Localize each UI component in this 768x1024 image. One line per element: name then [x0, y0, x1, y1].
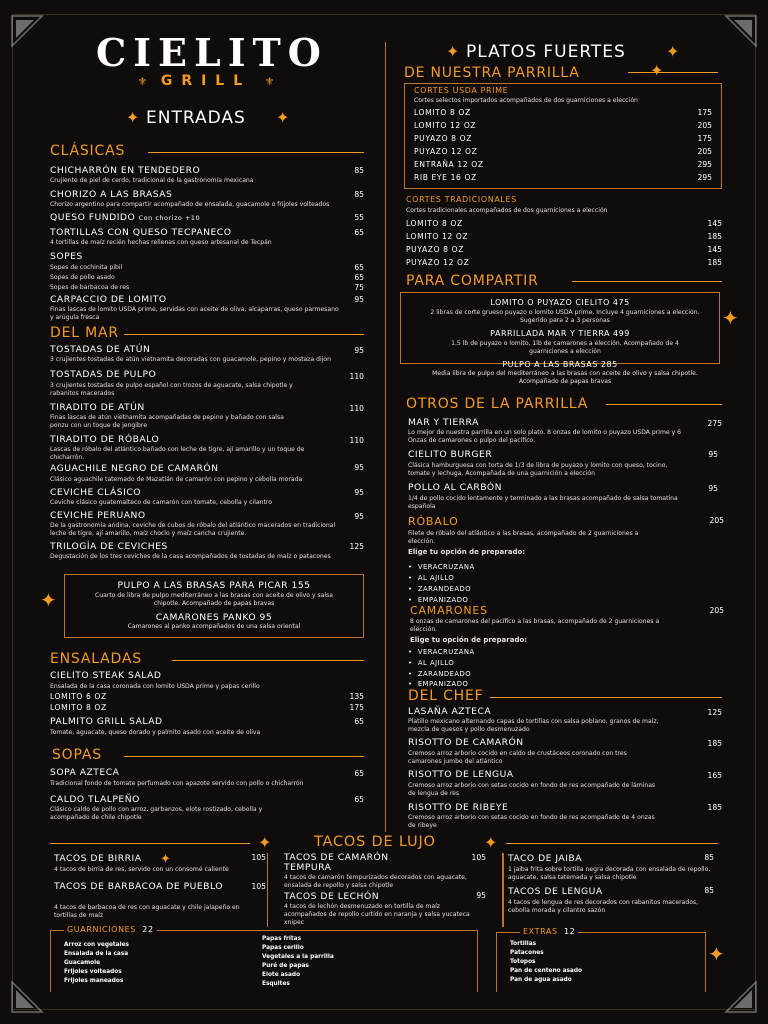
- parrilla-title: DE NUESTRA PARRILLA: [404, 65, 580, 81]
- prime-row-name: ENTRAÑA 12 OZ: [414, 160, 484, 169]
- prime-row-price: 175: [697, 108, 712, 117]
- robalo-prompt: Elige tu opción de preparado:: [408, 548, 526, 556]
- item-desc: Clásico aguachile tatemado de Mazatlán de camarón con pepino y cebolla morada: [50, 476, 303, 483]
- compartir-item: [400, 360, 720, 369]
- item-name: TOSTADAS DE PULPO: [50, 369, 157, 380]
- robalo-option: • AL AJILLO: [408, 574, 455, 582]
- item-desc: Finas lascas de lomito USDA prime, servidas con aceite de oliva, alcaparras, queso parmesano y arúgula fresca: [50, 306, 339, 321]
- guarnicion-item: Vegetales a la parrilla: [262, 953, 334, 960]
- taco-desc: 1 jaiba frita sobre tortilla negra decorada con ensalada de repollo, aguacate, salsa tatemada y salsa chipotle: [508, 866, 711, 881]
- item-price: 125: [349, 542, 364, 551]
- camarones-title: CAMARONES: [410, 604, 488, 617]
- item-desc: Tomate, aguacate, queso dorado y palmito asado con aceite de oliva: [50, 729, 261, 736]
- taco-desc: 4 tacos de lechón desmenuzado en tortilla de maíz acompañados de repollo curtido en naranja y salsa yucateca xnipec: [284, 903, 470, 926]
- camarones-desc: 8 onzas de camarones del pacífico a las brasas, acompañado de 2 guarniciones a elección.: [410, 618, 660, 633]
- section-line: [506, 843, 718, 844]
- pulpo-title: [64, 580, 364, 591]
- item-price: 95: [354, 512, 364, 521]
- item-desc: Cremoso arroz arborio cocido en caldo de crustáceos coronado con tres camarones jumbo del atlántico: [408, 750, 627, 765]
- prime-row-price: 175: [697, 134, 712, 143]
- taco-name: TACOS DE BIRRIA: [54, 853, 142, 864]
- compartir-desc: Media libra de pulpo del mediterráneo a las brasas con aceite de olivo y salsa chipotle. Acompañado de papas bravas: [432, 370, 698, 385]
- item-name: LOMITO 6 OZ: [50, 692, 107, 701]
- camarones-option: • AL AJILLO: [408, 659, 455, 667]
- extras-list: [510, 940, 582, 985]
- item-desc: 3 crujientes tostadas de pulpo español con trozos de aguacate, salsa chipotle y rabanitos macerados: [50, 382, 293, 397]
- guarnicion-item: Elote asado: [262, 971, 301, 978]
- item-price: 95: [354, 295, 364, 304]
- item-price: 85: [354, 166, 364, 175]
- item-desc: Cremoso arroz arborio con setas cocido en fondo de res acompañado de 4 onzas de ribeye: [408, 814, 655, 829]
- item-name: PALMITO GRILL SALAD: [50, 716, 163, 727]
- extra-item: Tortillas: [510, 941, 537, 947]
- sparkle-icon: ✦: [650, 61, 664, 80]
- item-desc: 4 tortillas de maíz recién hechas rellenas con queso artesanal de Tecpán: [50, 239, 272, 246]
- section-line: [606, 404, 722, 405]
- compartir-item: [400, 298, 720, 307]
- entradas-title: ENTRADAS: [146, 108, 246, 128]
- tacos-title: TACOS DE LUJO: [314, 834, 436, 850]
- clasicas-title: CLÁSICAS: [50, 143, 126, 159]
- taco-price: 85: [704, 886, 714, 895]
- item-name: TOSTADAS DE ATÚN: [50, 344, 151, 355]
- logo-sub-text: GRILL: [160, 73, 252, 89]
- panko-title: [64, 612, 364, 623]
- compartir-name: PARRILLADA MAR Y TIERRA: [490, 329, 610, 338]
- item-name: CHORIZO A LAS BRASAS: [50, 189, 173, 200]
- trad-desc: Cortes tradicionales acompañados de dos guarniciones a elección: [406, 207, 608, 214]
- guarnicion-item: Frijoles volteados: [64, 968, 122, 975]
- prime-row-price: 295: [697, 173, 712, 182]
- item-name: TIRADITO DE ATÚN: [50, 402, 145, 413]
- logo-sub: [96, 73, 316, 89]
- option-label: AL AJILLO: [417, 659, 455, 667]
- prime-row-price: 205: [697, 147, 712, 156]
- item-desc: Sopes de pollo asado: [50, 274, 115, 281]
- section-line: [50, 843, 250, 844]
- item-price: 95: [354, 488, 364, 497]
- guarniciones-price: 22: [142, 925, 154, 934]
- item-name: RISOTTO DE LENGUA: [408, 769, 514, 780]
- option-label: AL AJILLO: [417, 574, 455, 582]
- guarnicion-item: Arroz con vegetales: [64, 942, 129, 948]
- robalo-option: • VERACRUZANA: [408, 563, 475, 571]
- item-name: POLLO AL CARBÓN: [408, 482, 502, 493]
- item-name: LOMITO 8 OZ: [50, 703, 107, 712]
- item-price: 65: [354, 228, 364, 237]
- extras-price: 12: [563, 927, 576, 936]
- taco-desc: 4 tacos de lengua de res decorados con rabanitos macerados, cebolla morada y cilantro sazón: [508, 899, 699, 914]
- extras-title: [520, 927, 578, 936]
- item-price: 110: [349, 404, 364, 413]
- item-desc: Chorizo argentino para compartir acompañado de ensalada, guacamole o frijoles volteados: [50, 201, 330, 208]
- option-label: VERACRUZANA: [417, 648, 475, 656]
- trad-row-name: LOMITO 12 OZ: [406, 232, 469, 241]
- item-desc: Ceviche clásico guatemalteco de camarón con tomate, cebolla y cilantro: [50, 499, 272, 506]
- item-name: [50, 212, 200, 223]
- item-price: 65: [354, 263, 364, 272]
- robalo-title: RÓBALO: [408, 515, 459, 528]
- compartir-price: 285: [600, 360, 618, 369]
- item-price: 175: [349, 703, 364, 712]
- sparkle-icon: ✦: [484, 833, 498, 852]
- section-line: [628, 72, 718, 73]
- item-price: 65: [354, 717, 364, 726]
- extra-item: Pan de centeno asado: [510, 967, 582, 974]
- item-extra: Con chorizo +10: [138, 214, 201, 222]
- trad-row-name: LOMITO 8 OZ: [406, 219, 463, 228]
- taco-price: 105: [251, 882, 266, 891]
- item-price: 125: [707, 708, 722, 717]
- item-desc: Sopes de cochinita pibil: [50, 264, 123, 271]
- taco-name: TACOS DE CAMARÓN TEMPURA: [284, 852, 389, 874]
- item-desc: Ensalada de la casa coronada con lomito USDA prime y papas cerillo: [50, 683, 260, 690]
- camarones-price: 205: [709, 606, 724, 615]
- item-name: RISOTTO DE CAMARÓN: [408, 737, 524, 748]
- guarniciones-list: [64, 941, 129, 986]
- item-desc: Finas lascas de atún vietnamita acompañadas de pepino y bañado con salsa ponzu con un toque de jengibre: [50, 414, 284, 429]
- item-desc: Crujiente de piel de cerdo, tradicional de la gastronomía mexicana: [50, 177, 254, 184]
- prime-title: CORTES USDA PRIME: [414, 86, 509, 95]
- section-line: [572, 281, 722, 282]
- item-price: 65: [354, 795, 364, 804]
- item-name-text: QUESO FUNDIDO: [50, 212, 136, 223]
- item-price: 95: [708, 484, 718, 493]
- guarnicion-item: Papas cerillo: [262, 944, 304, 951]
- column-divider: [385, 42, 386, 832]
- corner-ornament-icon: [10, 980, 44, 1014]
- item-price: 95: [354, 463, 364, 472]
- option-label: EMPANIZADO: [417, 596, 469, 604]
- trad-row-price: 185: [707, 232, 722, 241]
- item-name: TIRADITO DE RÓBALO: [50, 434, 160, 445]
- item-desc: Lo mejor de nuestra parrilla en un solo plato. 8 onzas de lomito o puyazo USDA prime y 6 Onzas de camarones o pulpo del pacífico.: [408, 429, 682, 444]
- item-desc: De la gastronomía andina, ceviche de cubos de róbalo del atlántico macerados en tradicional leche de tigre, ají amarillo, maíz choclo y maíz cancha crujiente.: [50, 522, 336, 537]
- item-price: 55: [354, 213, 364, 222]
- compartir-name: LOMITO O PUYAZO CIELITO: [490, 298, 610, 307]
- item-price: 165: [707, 771, 722, 780]
- item-price: 110: [349, 372, 364, 381]
- compartir-desc: 2 libras de corte grueso puyazo o lomito USDA prime. Incluye 4 guarniciones a elección. Sugerido para 2 a 3 personas: [430, 309, 700, 324]
- section-line: [172, 660, 364, 661]
- sparkle-icon: ✦: [40, 588, 57, 612]
- taco-price: 85: [704, 853, 714, 862]
- extra-item: Patacones: [510, 949, 544, 956]
- sparkle-icon: ✦: [126, 108, 140, 127]
- chef-title: DEL CHEF: [408, 688, 484, 704]
- guarnicion-item: Guacamole: [64, 959, 101, 966]
- item-desc: Sopes de barbacoa de res: [50, 284, 130, 291]
- trad-row-name: PUYAZO 12 OZ: [406, 258, 470, 267]
- taco-price: 105: [471, 853, 486, 862]
- item-price: 65: [354, 769, 364, 778]
- prime-row-price: 205: [697, 121, 712, 130]
- sparkle-icon: ✦: [708, 942, 725, 966]
- section-line: [124, 334, 364, 335]
- robalo-option: • ZARANDEADO: [408, 585, 472, 593]
- robalo-option: • EMPANIZADO: [408, 596, 469, 604]
- item-name: CEVICHE CLÁSICO: [50, 487, 141, 498]
- item-name: CEVICHE PERUANO: [50, 510, 146, 521]
- item-desc: Lascas de róbalo del atlántico bañado con leche de tigre, ají amarillo y un toque de chicharrón.: [50, 446, 305, 461]
- sparkle-icon: ✦: [446, 42, 460, 61]
- pulpo-desc: Cuarto de libra de pulpo mediterráneo a las brasas con aceite de olivo y salsa chipotle. Acompañado de papas bravas: [94, 592, 334, 607]
- trad-row-price: 145: [707, 245, 722, 254]
- guarnicion-item: Puré de papas: [262, 962, 309, 969]
- item-desc: Platillo mexicano alternando capas de tortillas con salsa poblano, granos de maíz, mezcla de quesos y pollo desmenuzado: [408, 718, 659, 733]
- compartir-item: [400, 329, 720, 338]
- prime-row-name: RIB EYE 16 OZ: [414, 173, 477, 182]
- logo-name: CIELITO: [96, 30, 328, 75]
- item-price: 110: [349, 436, 364, 445]
- ensaladas-title: ENSALADAS: [50, 651, 142, 667]
- sparkle-icon: ✦: [666, 42, 680, 61]
- corner-ornament-icon: [724, 14, 758, 48]
- panko-price: 95: [259, 612, 273, 623]
- taco-desc: 4 tacos de camarón tempurizados decorados con aguacate, ensalada de repollo y salsa chipotle: [284, 874, 467, 889]
- compartir-price: 499: [613, 329, 630, 338]
- guarnicion-item: Frijoles maneados: [64, 977, 124, 984]
- item-name: CIELITO STEAK SALAD: [50, 670, 162, 681]
- taco-price: 105: [251, 853, 266, 862]
- prime-row-name: LOMITO 12 OZ: [414, 121, 477, 130]
- item-name: SOPA AZTECA: [50, 767, 120, 778]
- item-name: SOPES: [50, 251, 83, 262]
- item-name: TRILOGÍA DE CEVICHES: [50, 541, 168, 552]
- item-desc: Degustación de los tres ceviches de la casa acompañados de tostadas de maíz o patacones: [50, 553, 331, 560]
- logo: [96, 30, 328, 89]
- camarones-option: • VERACRUZANA: [408, 648, 475, 656]
- trad-title: CORTES TRADICIONALES: [406, 195, 517, 204]
- item-price: 185: [707, 739, 722, 748]
- item-desc: Clásica hamburguesa con torta de 1/3 de libra de puyazo y lomito con queso, tocino, tomate y lechuga. Acompañada de una guarnición a elección: [408, 462, 668, 477]
- item-desc: Tradicional fondo de tomate perfumado con apazote servido con pollo o chicharrón: [50, 780, 304, 787]
- taco-desc: 4 tacos de birria de res, servido con un consomé caliente: [54, 866, 229, 873]
- taco-desc: 4 tacos de barbacoa de res con aguacate y chile jalapeño en tortillas de maíz: [54, 904, 240, 919]
- prime-row-price: 295: [697, 160, 712, 169]
- prime-row-name: PUYAZO 12 OZ: [414, 147, 478, 156]
- guarniciones-title: [64, 925, 157, 934]
- sopas-title: SOPAS: [52, 747, 102, 763]
- section-line: [148, 152, 364, 153]
- trad-row-price: 145: [707, 219, 722, 228]
- guarnicion-item: Ensalada de la casa: [64, 950, 129, 957]
- taco-price: 95: [476, 891, 486, 900]
- sparkle-icon: ✦: [276, 108, 290, 127]
- fleur-icon: ⚜: [264, 75, 275, 88]
- corner-ornament-icon: [724, 980, 758, 1014]
- robalo-desc: Filete de róbalo del atlántico a las brasas, acompañado de 2 guarniciones a elección.: [408, 530, 639, 545]
- taco-name: TACOS DE BARBACOA DE PUEBLO: [54, 881, 224, 892]
- option-label: ZARANDEADO: [417, 585, 472, 593]
- option-label: EMPANIZADO: [417, 680, 469, 688]
- otros-title: OTROS DE LA PARRILLA: [406, 396, 589, 412]
- option-label: ZARANDEADO: [417, 670, 472, 678]
- section-line: [124, 756, 364, 757]
- prime-row-name: PUYAZO 8 OZ: [414, 134, 472, 143]
- item-price: 75: [354, 283, 364, 292]
- item-name: TORTILLAS CON QUESO TECPANECO: [50, 227, 232, 238]
- trad-row-price: 185: [707, 258, 722, 267]
- extra-item: Pan de agua asado: [510, 976, 572, 983]
- guarnicion-item: Papas fritas: [262, 936, 302, 942]
- taco-name: TACOS DE LECHÓN: [284, 891, 380, 902]
- item-price: 85: [354, 190, 364, 199]
- item-price: 95: [708, 450, 718, 459]
- prime-desc: Cortes selectos importados acompañados de dos guarniciones a elección: [414, 97, 638, 104]
- pulpo-price: 155: [291, 580, 311, 591]
- section-line: [490, 697, 722, 698]
- compartir-name: PULPO A LAS BRASAS: [502, 360, 598, 369]
- extras-title-text: EXTRAS: [523, 927, 558, 936]
- robalo-price: 205: [709, 516, 724, 525]
- item-desc: 3 crujientes tostadas de atún vietnamita decoradas con guacamole, pepino y mostaza dijon: [50, 356, 331, 363]
- item-name: LASAÑA AZTECA: [408, 706, 492, 717]
- pulpo-title-text: PULPO A LAS BRASAS PARA PICAR: [117, 580, 289, 591]
- item-price: 275: [707, 419, 722, 428]
- sparkle-icon: ✦: [258, 833, 272, 852]
- item-name: CALDO TLALPEÑO: [50, 794, 140, 805]
- guarniciones-title-text: GUARNICIONES: [67, 925, 136, 934]
- item-name: CIELITO BURGER: [408, 449, 493, 460]
- prime-row-name: LOMITO 8 OZ: [414, 108, 471, 117]
- item-desc: Cremoso arroz arborio con setas cocido en fondo de res acompañado de láminas de lengua de res: [408, 782, 656, 797]
- item-desc: 1/4 de pollo cocido lentamente y terminado a las brasas acompañado de salsa tomatina española: [408, 495, 678, 510]
- fleur-icon: ⚜: [137, 75, 148, 88]
- delmar-title: DEL MAR: [50, 325, 119, 341]
- tacos-col-divider: [502, 853, 504, 927]
- guarnicion-item: Esquites: [262, 980, 290, 987]
- item-name: AGUACHILE NEGRO DE CAMARÓN: [50, 463, 219, 474]
- compartir-title: PARA COMPARTIR: [406, 273, 539, 289]
- camarones-option: • EMPANIZADO: [408, 680, 469, 688]
- sparkle-icon: ✦: [722, 306, 739, 330]
- item-desc: Clásico caldo de pollo con arroz, garbanzos, elote rostizado, cebolla y acompañado de chile chipotle: [50, 806, 263, 821]
- extra-item: Totopos: [510, 958, 536, 965]
- camarones-prompt: Elige tu opción de preparado:: [410, 636, 528, 644]
- item-price: 95: [354, 346, 364, 355]
- item-name: CHICHARRÓN EN TENDEDERO: [50, 165, 201, 176]
- panko-title-text: CAMARONES PANKO: [155, 612, 257, 623]
- guarniciones-list: [262, 935, 334, 989]
- compartir-price: 475: [612, 298, 630, 307]
- platos-title: PLATOS FUERTES: [466, 42, 626, 62]
- item-name: MAR Y TIERRA: [408, 417, 479, 428]
- camarones-option: • ZARANDEADO: [408, 670, 472, 678]
- compartir-desc: 1.5 lb de puyazo o lomito, 1lb de camarones a elección. Acompañado de 4 guarniciones a elección: [451, 340, 679, 355]
- item-price: 65: [354, 273, 364, 282]
- item-price: 185: [707, 803, 722, 812]
- item-name: CARPACCIO DE LOMITO: [50, 294, 167, 305]
- item-price: 135: [349, 692, 364, 701]
- taco-name: TACOS DE LENGUA: [508, 886, 603, 897]
- corner-ornament-icon: [10, 14, 44, 48]
- taco-name: TACO DE JAIBA: [508, 853, 583, 864]
- trad-row-name: PUYAZO 8 OZ: [406, 245, 464, 254]
- option-label: VERACRUZANA: [417, 563, 475, 571]
- panko-desc: Camarones al panko acompañados de una salsa oriental: [127, 623, 301, 630]
- sparkle-icon: ✦: [160, 852, 171, 867]
- item-name: RISOTTO DE RIBEYE: [408, 802, 509, 813]
